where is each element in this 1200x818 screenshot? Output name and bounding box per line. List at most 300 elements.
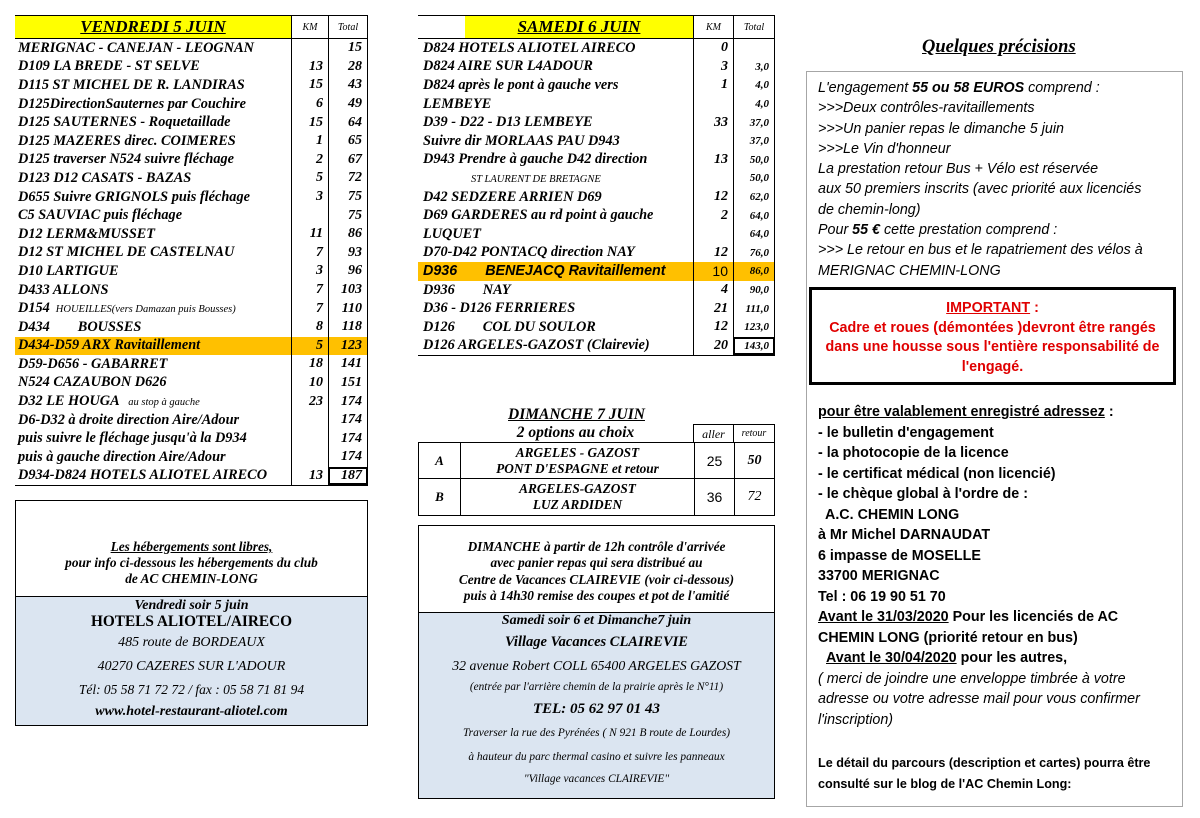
- road-cell: [15, 430, 291, 447]
- sunday-options: [418, 442, 775, 516]
- important-line2: dans une housse sous l'entière responsabilité de: [825, 339, 1160, 355]
- total-cell: 43: [328, 76, 368, 95]
- friday-km-header: KM: [291, 16, 328, 38]
- hotel-address2: 40270 CAZERES SUR L'ADOUR: [97, 659, 286, 674]
- hotel-aliotel-box: [16, 596, 367, 725]
- fee-line: [818, 78, 1178, 98]
- fee-item-1: >>>Deux contrôles-ravitaillements: [818, 100, 1035, 117]
- total-cell: 67: [328, 151, 368, 170]
- saturday-header: [418, 15, 775, 39]
- total-cell: 64,0: [733, 225, 775, 244]
- fee-item-2: >>>Un panier repas le dimanche 5 juin: [818, 120, 1064, 137]
- road-note-text: au stop à gauche: [125, 397, 200, 409]
- lodging-title: Les hébergements sont libres,: [110, 539, 273, 554]
- important-colon: :: [1030, 300, 1039, 316]
- km-cell: 7: [291, 281, 328, 300]
- total-cell: 110: [328, 299, 368, 318]
- sunday-title: DIMANCHE 7 JUIN: [508, 406, 645, 423]
- km-cell: 3: [291, 262, 328, 281]
- envelope-note-3: l'inscription): [818, 711, 894, 728]
- km-cell: 2: [291, 151, 328, 170]
- friday-route-row: [15, 429, 368, 448]
- bus-price-line: [818, 220, 1178, 240]
- saturday-route-row: [418, 299, 775, 318]
- road-cell: [15, 133, 291, 150]
- total-cell: 4,0: [733, 76, 775, 95]
- clairevie-dir1: Traverser la rue des Pyrénées ( N 921 B route de Lourdes): [462, 727, 731, 739]
- road-rest-text: COL DU SOULOR: [482, 318, 596, 335]
- road-text: puis suivre le fléchage jusqu'à la D934: [18, 430, 247, 447]
- km-cell: [291, 448, 328, 467]
- saturday-route-row: [418, 39, 775, 58]
- clairevie-address: 32 avenue Robert COLL 65400 ARGELES GAZOST: [452, 658, 741, 673]
- important-title: IMPORTANT: [946, 300, 1031, 316]
- road-cell: [418, 58, 693, 75]
- km-cell: 12: [693, 188, 733, 207]
- lodging-line3: de AC CHEMIN-LONG: [125, 571, 258, 586]
- road-text: D6-D32 à droite direction Aire/Adour: [18, 411, 240, 428]
- km-cell: 10: [693, 262, 733, 281]
- friday-route-row: [15, 132, 368, 151]
- sunday-arrival-box: [418, 525, 775, 613]
- km-cell: 11: [291, 225, 328, 244]
- road-cell: [15, 467, 291, 484]
- friday-route-row: [15, 151, 368, 170]
- envelope-note-1: ( merci de joindre une enveloppe timbrée à votre: [818, 670, 1126, 687]
- total-cell: 37,0: [733, 113, 775, 132]
- road-cell: [15, 449, 291, 466]
- friday-route-row: [15, 169, 368, 188]
- km-cell: [693, 225, 733, 244]
- total-cell: 187: [328, 467, 368, 486]
- arrival-line1: DIMANCHE à partir de 12h contrôle d'arrivée: [467, 539, 726, 554]
- km-cell: 15: [291, 76, 328, 95]
- km-cell: 33: [693, 113, 733, 132]
- deadline-2: [818, 648, 1178, 669]
- road-text: D824 après le pont à gauche vers: [423, 76, 619, 93]
- road-cell: [15, 207, 291, 224]
- km-cell: [291, 39, 328, 58]
- km-cell: 12: [693, 318, 733, 337]
- friday-route-row: [15, 355, 368, 374]
- road-text: D434: [18, 318, 50, 335]
- road-cell: [15, 337, 291, 354]
- road-cell: [418, 40, 693, 57]
- saturday-route-row: [418, 337, 775, 356]
- km-cell: 7: [291, 299, 328, 318]
- deadline-1: [818, 607, 1178, 628]
- road-text: D125 MAZERES direc. COIMERES: [18, 132, 236, 149]
- deadline-1-date: Avant le 31/03/2020: [818, 609, 949, 625]
- friday-route-row: [15, 188, 368, 207]
- road-cell: [15, 96, 291, 113]
- sunday-option-row: [418, 442, 775, 479]
- total-cell: 76,0: [733, 244, 775, 263]
- road-text: D655 Suivre GRIGNOLS puis fléchage: [18, 188, 250, 205]
- bus-line-5: MERIGNAC CHEMIN-LONG: [818, 262, 1001, 279]
- road-cell: [418, 263, 693, 280]
- friday-route-row: [15, 392, 368, 411]
- saturday-route-row: [418, 281, 775, 300]
- saturday-route-row: [418, 262, 775, 281]
- total-cell: 123: [328, 337, 368, 356]
- total-cell: 64: [328, 113, 368, 132]
- road-text: D10 LARTIGUE: [18, 262, 119, 279]
- friday-route-row: [15, 244, 368, 263]
- total-cell: 49: [328, 95, 368, 114]
- saturday-route-row: [418, 225, 775, 244]
- friday-route-row: [15, 58, 368, 77]
- km-cell: 0: [693, 39, 733, 58]
- option-line1: ARGELES - GAZOST: [515, 445, 640, 460]
- hotel-name: HOTELS ALIOTEL/AIRECO: [90, 613, 293, 630]
- important-title-line: [812, 299, 1173, 319]
- arrival-text: [419, 526, 774, 604]
- road-cell: [15, 393, 291, 410]
- friday-route-row: [15, 299, 368, 318]
- saturday-route-row: [418, 58, 775, 77]
- clairevie-lodging-box: [418, 612, 775, 799]
- saturday-title: SAMEDI 6 JUIN: [465, 16, 693, 38]
- bus-line-4: >>> Le retour en bus et le rapatriement des vélos à: [818, 242, 1143, 259]
- road-text: D36 - D126 FERRIERES: [423, 300, 576, 317]
- sunday-section: [418, 405, 775, 516]
- registration-club: A.C. CHEMIN LONG: [825, 506, 960, 523]
- bus-line-2: aux 50 premiers inscrits (avec priorité aux licenciés: [818, 181, 1142, 198]
- km-cell: 23: [291, 392, 328, 411]
- km-cell: 8: [291, 318, 328, 337]
- clairevie-phone: TEL: 05 62 97 01 43: [532, 701, 661, 717]
- km-cell: 3: [291, 188, 328, 207]
- saturday-km-header: KM: [693, 16, 733, 38]
- road-cell: [15, 300, 291, 317]
- total-cell: 174: [328, 448, 368, 467]
- road-text: D115 ST MICHEL DE R. LANDIRAS: [18, 76, 245, 93]
- km-cell: 3: [693, 58, 733, 77]
- friday-route-row: [15, 262, 368, 281]
- friday-route-row: [15, 467, 368, 486]
- road-note-text: ST LAURENT DE BRETAGNE: [471, 173, 601, 185]
- road-cell: [418, 244, 693, 261]
- friday-rows: [15, 39, 368, 486]
- saturday-total-header: Total: [733, 16, 775, 38]
- total-cell: 86: [328, 225, 368, 244]
- road-cell: [15, 244, 291, 261]
- road-text: D125 SAUTERNES - Roquetaillade: [18, 114, 231, 131]
- total-cell: 141: [328, 355, 368, 374]
- road-cell: [418, 77, 693, 94]
- road-text: D123 D12 CASATS - BAZAS: [18, 169, 192, 186]
- total-cell: 174: [328, 429, 368, 448]
- total-cell: 143,0: [733, 337, 775, 356]
- friday-route-row: [15, 113, 368, 132]
- aller-header: aller: [693, 424, 733, 442]
- road-text: puis à gauche direction Aire/Adour: [18, 448, 226, 465]
- km-cell: [693, 95, 733, 114]
- total-cell: 111,0: [733, 299, 775, 318]
- friday-lodging-box: [15, 500, 368, 726]
- road-cell: [15, 40, 291, 57]
- friday-header: [15, 15, 368, 39]
- bus-line-3: de chemin-long): [818, 201, 921, 218]
- total-cell: 75: [328, 206, 368, 225]
- road-text: D125DirectionSauternes par Couchire: [18, 95, 246, 112]
- option-aller: 36: [694, 479, 734, 515]
- saturday-route-row: [418, 318, 775, 337]
- bus-price-prefix: Pour: [818, 222, 853, 239]
- total-cell: 15: [328, 39, 368, 58]
- road-text: D12 ST MICHEL DE CASTELNAU: [18, 244, 235, 261]
- hotel-phone: Tél: 05 58 71 72 72 / fax : 05 58 71 81 94: [78, 682, 305, 697]
- precisions-text: [818, 78, 1178, 281]
- road-cell: [15, 412, 291, 429]
- friday-route-row: [15, 95, 368, 114]
- friday-route-row: [15, 76, 368, 95]
- registration-item-2: - la photocopie de la licence: [818, 445, 1009, 461]
- friday-route-row: [15, 206, 368, 225]
- fee-prefix: L'engagement: [818, 80, 913, 96]
- envelope-note-2: adresse ou votre adresse mail pour vous confirmer: [818, 691, 1140, 707]
- road-text: D943 Prendre à gauche D42 direction: [423, 151, 648, 168]
- hotel-day: Vendredi soir 5 juin: [134, 598, 249, 613]
- road-cell: [15, 77, 291, 94]
- road-cell: [15, 151, 291, 168]
- road-text: D434-D59 ARX Ravitaillement: [18, 337, 201, 354]
- option-line1: ARGELES-GAZOST: [519, 481, 636, 496]
- road-text: D109 LA BREDE - ST SELVE: [18, 58, 200, 75]
- road-cell: [418, 319, 693, 336]
- km-cell: 5: [291, 337, 328, 356]
- registration-title-line: [818, 402, 1178, 423]
- registration-title-colon: :: [1104, 404, 1114, 420]
- deadline-2-date: Avant le 30/04/2020: [826, 650, 957, 666]
- road-cell: [15, 356, 291, 373]
- total-cell: 3,0: [733, 58, 775, 77]
- road-text: D42 SEDZERE ARRIEN D69: [423, 188, 602, 205]
- total-cell: 86,0: [733, 262, 775, 281]
- friday-route-row: [15, 318, 368, 337]
- road-cell: [15, 58, 291, 75]
- road-cell: [418, 300, 693, 317]
- road-text: D32 LE HOUGA: [18, 393, 120, 410]
- km-cell: [291, 429, 328, 448]
- registration-street: 6 impasse de MOSELLE: [818, 547, 981, 564]
- road-rest-text: BOUSSES: [77, 318, 142, 335]
- hotel-website: www.hotel-restaurant-aliotel.com: [95, 704, 288, 719]
- blog-line-2: consulté sur le blog de l'AC Chemin Long:: [818, 776, 1072, 791]
- retour-header: retour: [733, 424, 775, 442]
- registration-text: [818, 402, 1178, 794]
- km-cell: 18: [291, 355, 328, 374]
- road-text: D936: [423, 262, 458, 279]
- clairevie-access: (entrée par l'arrière chemin de la prairie après le N°11): [469, 681, 724, 693]
- fee-suffix: comprend :: [1024, 80, 1100, 96]
- road-text: MERIGNAC - CANEJAN - LEOGNAN: [18, 39, 254, 56]
- road-cell: [15, 319, 291, 336]
- saturday-route-row: [418, 188, 775, 207]
- km-cell: 4: [693, 281, 733, 300]
- road-text: D70-D42 PONTACQ direction NAY: [423, 244, 635, 261]
- saturday-route-row: [418, 169, 775, 188]
- saturday-route-row: [418, 95, 775, 114]
- road-cell: [418, 114, 693, 131]
- option-route: [461, 479, 694, 515]
- friday-route-row: [15, 374, 368, 393]
- total-cell: 151: [328, 374, 368, 393]
- bus-price-amount: 55 €: [852, 222, 880, 239]
- deadline-2-rest: pour les autres,: [956, 650, 1068, 666]
- road-cell: [15, 189, 291, 206]
- important-line3: l'engagé.: [961, 358, 1024, 375]
- road-text: C5 SAUVIAC puis fléchage: [18, 207, 183, 224]
- road-cell: [418, 207, 693, 224]
- friday-route-table: [15, 15, 368, 486]
- friday-route-row: [15, 337, 368, 356]
- km-cell: 13: [291, 467, 328, 486]
- road-cell: [15, 263, 291, 280]
- bus-price-suffix: cette prestation comprend :: [880, 222, 1058, 239]
- road-cell: [418, 96, 693, 113]
- road-text: D126 ARGELES-GAZOST (Clairevie): [423, 337, 650, 354]
- road-text: D126: [423, 318, 455, 335]
- clairevie-text: [419, 613, 774, 789]
- fee-item-3: >>>Le Vin d'honneur: [818, 140, 951, 157]
- km-cell: 1: [291, 132, 328, 151]
- km-cell: [693, 132, 733, 151]
- road-cell: [15, 170, 291, 187]
- road-cell: [418, 337, 693, 354]
- total-cell: 174: [328, 411, 368, 430]
- road-text: D69 GARDERES au rd point à gauche: [423, 207, 654, 224]
- km-cell: 5: [291, 169, 328, 188]
- blog-line-1: Le détail du parcours (description et cartes) pourra être: [818, 756, 1151, 770]
- road-cell: [418, 151, 693, 168]
- total-cell: 75: [328, 188, 368, 207]
- registration-title: pour être valablement enregistré adressez: [818, 404, 1105, 420]
- road-cell: [15, 374, 291, 391]
- road-text: D824 AIRE SUR L4ADOUR: [423, 58, 593, 75]
- lodging-line2: pour info ci-dessous les hébergements du club: [65, 555, 318, 570]
- friday-route-row: [15, 225, 368, 244]
- deadline-1-line2: CHEMIN LONG (priorité retour en bus): [818, 629, 1078, 646]
- saturday-route-row: [418, 132, 775, 151]
- friday-title: VENDREDI 5 JUIN: [15, 16, 291, 38]
- saturday-route-row: [418, 113, 775, 132]
- saturday-route-row: [418, 151, 775, 170]
- option-route: [461, 443, 694, 478]
- km-cell: 21: [693, 299, 733, 318]
- sunday-subtitle: 2 options au choix: [516, 424, 635, 441]
- road-text: D824 HOTELS ALIOTEL AIRECO: [423, 39, 636, 56]
- bus-line-1: La prestation retour Bus + Vélo est réservée: [818, 161, 1099, 178]
- friday-route-row: [15, 411, 368, 430]
- clairevie-dir2: à hauteur du parc thermal casino et suivre les panneaux: [468, 751, 725, 763]
- road-cell: [418, 133, 693, 150]
- option-letter: A: [419, 443, 461, 478]
- km-cell: 13: [693, 151, 733, 170]
- road-text: D59-D656 - GABARRET: [18, 355, 168, 372]
- road-text: LUQUET: [423, 225, 481, 242]
- road-text: Suivre dir MORLAAS PAU D943: [423, 132, 620, 149]
- registration-item-1: - le bulletin d'engagement: [818, 424, 994, 441]
- km-cell: 13: [291, 58, 328, 77]
- arrival-line4: puis à 14h30 remise des coupes et pot de l'amitié: [463, 587, 730, 603]
- option-retour: 50: [734, 443, 774, 478]
- saturday-route-row: [418, 244, 775, 263]
- lodging-info: [16, 501, 367, 596]
- total-cell: 37,0: [733, 132, 775, 151]
- total-cell: 103: [328, 281, 368, 300]
- km-cell: 1: [693, 76, 733, 95]
- option-retour: 72: [734, 479, 774, 515]
- saturday-rows: [418, 39, 775, 356]
- road-rest-text: BENEJACQ Ravitaillement: [485, 262, 666, 279]
- road-text: D936: [423, 281, 455, 298]
- total-cell: 72: [328, 169, 368, 188]
- arrival-line3: Centre de Vacances CLAIREVIE (voir ci-dessous): [458, 571, 735, 587]
- total-cell: 118: [328, 318, 368, 337]
- road-text: D12 LERM&MUSSET: [18, 225, 156, 242]
- road-text: LEMBEYE: [423, 95, 492, 112]
- registration-item-3: - le certificat médical (non licencié): [818, 465, 1056, 482]
- road-text: D125 traverser N524 suivre fléchage: [18, 151, 235, 168]
- road-text: D154: [18, 300, 50, 317]
- friday-route-row: [15, 39, 368, 58]
- total-cell: 96: [328, 262, 368, 281]
- road-text: D934-D824 HOTELS ALIOTEL AIRECO: [18, 467, 268, 484]
- sunday-option-row: [418, 479, 775, 516]
- road-cell: [418, 282, 693, 299]
- total-cell: 123,0: [733, 318, 775, 337]
- km-cell: [291, 411, 328, 430]
- friday-route-row: [15, 448, 368, 467]
- clairevie-day: Samedi soir 6 et Dimanche7 juin: [501, 613, 692, 628]
- km-cell: 20: [693, 337, 733, 356]
- km-cell: 6: [291, 95, 328, 114]
- option-line2: PONT D'ESPAGNE et retour: [496, 461, 659, 476]
- registration-tel: Tel : 06 19 90 51 70: [818, 588, 946, 605]
- total-cell: 64,0: [733, 206, 775, 225]
- km-cell: [291, 206, 328, 225]
- road-rest-text: NAY: [482, 281, 511, 298]
- option-letter: B: [419, 479, 461, 515]
- saturday-route-table: [418, 15, 775, 356]
- road-text: D433 ALLONS: [18, 281, 109, 298]
- total-cell: 174: [328, 392, 368, 411]
- km-cell: 7: [291, 244, 328, 263]
- km-cell: [693, 169, 733, 188]
- important-box: [809, 287, 1176, 385]
- road-cell: [418, 226, 693, 243]
- registration-item-4: - le chèque global à l'ordre de :: [818, 486, 1028, 502]
- important-text: [812, 290, 1173, 377]
- saturday-route-row: [418, 206, 775, 225]
- arrival-line2: avec panier repas qui sera distribué au: [490, 555, 703, 571]
- option-line2: LUZ ARDIDEN: [532, 497, 623, 512]
- km-cell: 2: [693, 206, 733, 225]
- precisions-title: Quelques précisions: [922, 37, 1076, 57]
- registration-city: 33700 MERIGNAC: [818, 568, 940, 584]
- road-cell: [418, 170, 693, 187]
- option-aller: 25: [694, 443, 734, 478]
- total-cell: 65: [328, 132, 368, 151]
- important-line1: Cadre et roues (démontées )devront être rangés: [829, 319, 1156, 336]
- road-text: D39 - D22 - D13 LEMBEYE: [423, 114, 593, 131]
- clairevie-dir3: "Village vacances CLAIREVIE": [523, 773, 670, 785]
- road-cell: [15, 114, 291, 131]
- km-cell: 12: [693, 244, 733, 263]
- sunday-subheader: [418, 424, 775, 442]
